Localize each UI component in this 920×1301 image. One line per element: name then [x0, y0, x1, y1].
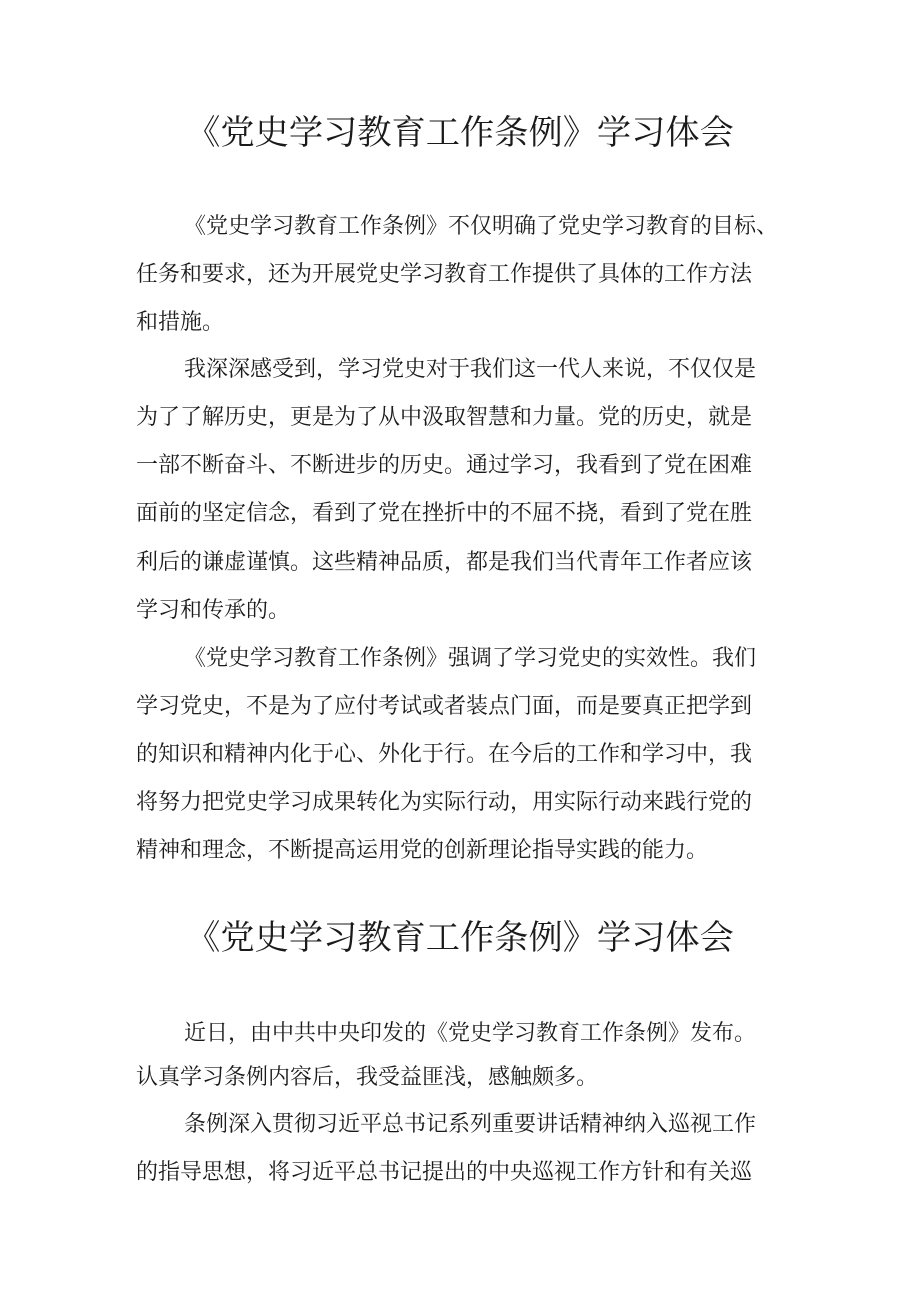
section-1-para-2-line-5: 利后的谦虚谨慎。这些精神品质，都是我们当代青年工作者应该	[136, 550, 753, 575]
section-1-para-3-line-2: 学习党史，不是为了应付考试或者装点门面，而是要真正把学到	[136, 694, 753, 719]
section-1-title: 《党史学习教育工作条例》学习体会	[186, 113, 734, 153]
section-1-para-2-line-2: 为了了解历史，更是为了从中汲取智慧和力量。党的历史，就是	[136, 405, 753, 430]
section-1-para-3-line-3: 的知识和精神内化于心、外化于行。在今后的工作和学习中，我	[136, 742, 753, 767]
section-1-para-3-line-1: 《党史学习教育工作条例》强调了学习党史的实效性。我们	[184, 646, 757, 671]
section-1-para-2-line-3: 一部不断奋斗、不断进步的历史。通过学习，我看到了党在困难	[136, 453, 753, 478]
section-1-para-1-line-2: 任务和要求，还为开展党史学习教育工作提供了具体的工作方法	[136, 262, 753, 287]
section-2-para-1-line-1: 近日，由中共中央印发的《党史学习教育工作条例》发布。	[184, 1021, 757, 1046]
section-1-para-2-line-4: 面前的坚定信念，看到了党在挫折中的不屈不挠，看到了党在胜	[136, 501, 753, 526]
section-1-para-3-line-4: 将努力把党史学习成果转化为实际行动，用实际行动来践行党的	[136, 790, 753, 815]
section-2-title: 《党史学习教育工作条例》学习体会	[186, 918, 734, 958]
section-1-para-2-line-1: 我深深感受到，学习党史对于我们这一代人来说，不仅仅是	[184, 357, 757, 382]
section-1-para-2-line-6: 学习和传承的。	[136, 598, 291, 623]
section-2-para-2-line-1: 条例深入贯彻习近平总书记系列重要讲话精神纳入巡视工作	[184, 1112, 757, 1137]
section-1-para-1-line-3: 和措施。	[136, 310, 225, 335]
section-2-para-1-line-2: 认真学习条例内容后，我受益匪浅，感触颇多。	[136, 1065, 599, 1090]
section-1-para-3-line-5: 精神和理念，不断提高运用党的创新理论指导实践的能力。	[136, 838, 709, 863]
section-1-para-1-line-1: 《党史学习教育工作条例》不仅明确了党史学习教育的目标、	[184, 214, 779, 239]
section-2-para-2-line-2: 的指导思想，将习近平总书记提出的中央巡视工作方针和有关巡	[136, 1160, 753, 1185]
